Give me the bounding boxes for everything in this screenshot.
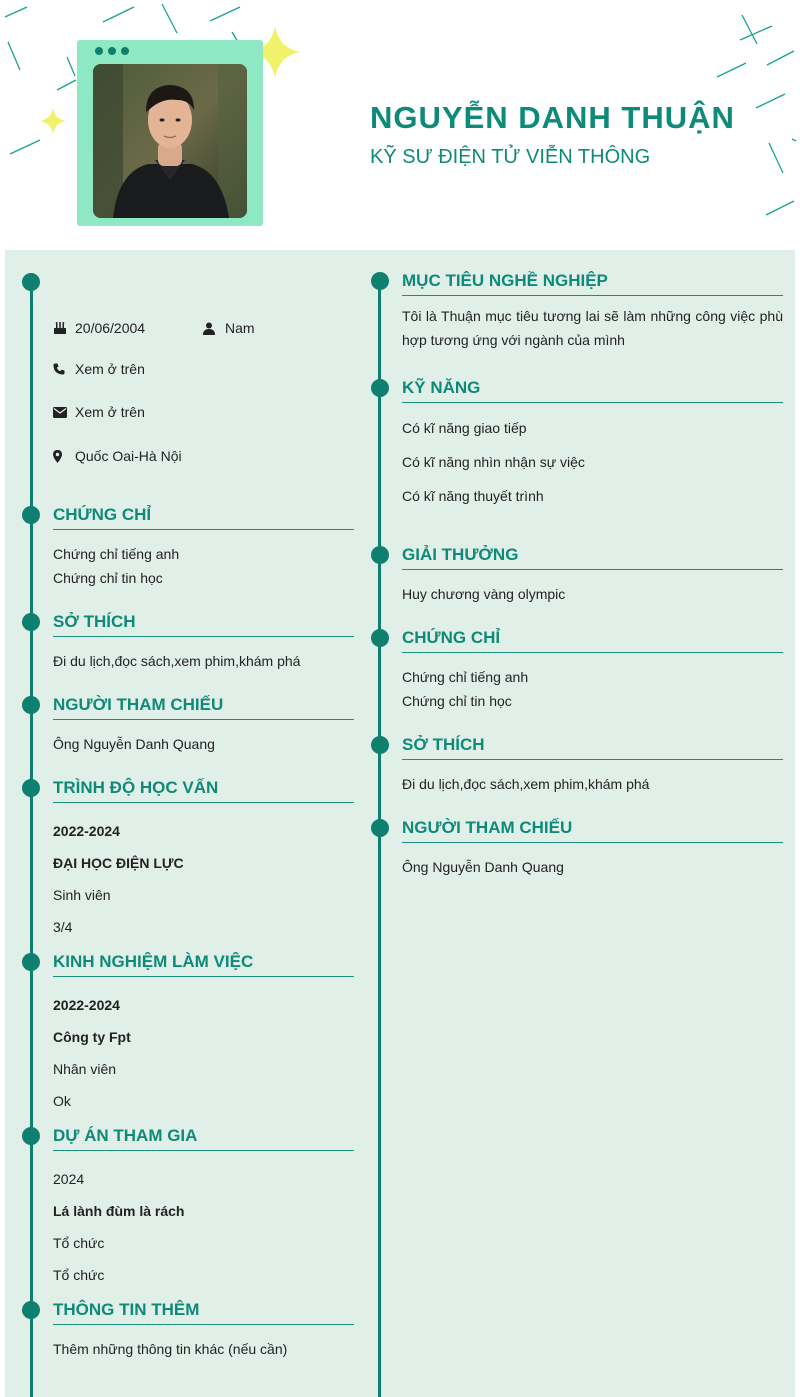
gender-row [203,320,255,336]
email-row [53,404,145,420]
timeline-dot [371,819,389,837]
skill-item: Có kĩ năng nhìn nhận sự việc [402,454,585,470]
additional-text: Thêm những thông tin khác (nếu cần) [53,1341,288,1357]
education-school: ĐẠI HỌC ĐIỆN LỰC [53,855,184,871]
project-year: 2024 [53,1171,85,1187]
award-text: Huy chương vàng olympic [402,586,566,602]
reference-text: Ông Nguyễn Danh Quang [402,859,564,875]
email-value: Xem ở trên [75,404,145,420]
birthday-cake-icon [53,321,75,335]
timeline-dot [22,506,40,524]
project-role: Tổ chức [53,1235,105,1251]
left-timeline [30,275,33,1397]
certificate-item: Chứng chỉ tin học [53,570,163,586]
section-title: DỰ ÁN THAM GIA [53,1126,354,1151]
awards-section [402,545,783,606]
right-references-section [402,818,783,879]
hobbies-text: Đi du lịch,đọc sách,xem phim,khám phá [53,653,301,669]
phone-row [53,361,145,377]
section-title: KỸ NĂNG [402,378,783,403]
section-title: SỞ THÍCH [53,612,354,637]
left-certificates-section [53,505,354,590]
phone-icon [53,363,75,375]
section-title: CHỨNG CHỈ [402,628,783,653]
certificate-item: Chứng chỉ tin học [402,693,512,709]
cv-header [0,0,800,250]
skills-section [402,378,783,513]
experience-section [53,952,354,1117]
birthday-value: 20/06/2004 [75,320,146,336]
experience-company: Công ty Fpt [53,1029,131,1045]
additional-info-section [53,1300,354,1361]
window-dots [95,47,129,55]
phone-value: Xem ở trên [75,361,145,377]
projects-section [53,1126,354,1291]
experience-description: Ok [53,1093,71,1109]
job-title: KỸ SƯ ĐIỆN TỬ VIỄN THÔNG [370,146,651,168]
cv-body [5,250,795,1397]
certificate-item: Chứng chỉ tiếng anh [53,546,180,562]
timeline-dot [22,779,40,797]
timeline-dot [22,1301,40,1319]
timeline-dot [22,953,40,971]
timeline-dot [371,629,389,647]
project-description: Tổ chức [53,1267,105,1283]
map-pin-icon [53,450,75,463]
right-certificates-section [402,628,783,713]
timeline-dot [371,272,389,290]
section-title: CHỨNG CHỈ [53,505,354,530]
timeline-dot [22,696,40,714]
section-title: NGƯỜI THAM CHIẾU [53,695,354,720]
section-title: GIẢI THƯỞNG [402,545,783,570]
envelope-icon [53,407,75,418]
timeline-dot [22,613,40,631]
section-title: NGƯỜI THAM CHIẾU [402,818,783,843]
timeline-dot [371,379,389,397]
education-section [53,778,354,943]
section-title: MỤC TIÊU NGHỀ NGHIỆP [402,271,783,296]
timeline-dot [22,273,40,291]
education-major: Sinh viên [53,887,111,903]
objective-section [402,271,783,352]
project-name: Lá lành đùm là rách [53,1203,185,1219]
certificate-item: Chứng chỉ tiếng anh [402,669,529,685]
address-row [53,448,182,464]
education-period: 2022-2024 [53,823,120,839]
birthday-row [53,320,145,336]
address-value: Quốc Oai-Hà Nội [75,448,182,464]
section-title: TRÌNH ĐỘ HỌC VẤN [53,778,354,803]
left-hobbies-section [53,612,354,673]
reference-text: Ông Nguyễn Danh Quang [53,736,215,752]
avatar [93,64,247,218]
left-references-section [53,695,354,756]
timeline-dot [371,546,389,564]
education-grade: 3/4 [53,919,73,935]
objective-text: Tôi là Thuận mục tiêu tương lai sẽ làm những công việc phù hợp tương ứng với ngành của mình [402,308,783,348]
section-title: SỞ THÍCH [402,735,783,760]
right-hobbies-section [402,735,783,796]
experience-position: Nhân viên [53,1061,117,1077]
gender-value: Nam [225,320,255,336]
skill-item: Có kĩ năng giao tiếp [402,420,527,436]
section-title: KINH NGHIỆM LÀM VIỆC [53,952,354,977]
experience-period: 2022-2024 [53,997,120,1013]
avatar-frame [77,40,263,226]
timeline-dot [371,736,389,754]
section-title: THÔNG TIN THÊM [53,1300,354,1325]
hobbies-text: Đi du lịch,đọc sách,xem phim,khám phá [402,776,650,792]
candidate-name: NGUYỄN DANH THUẬN [370,100,735,135]
user-icon [203,322,225,335]
timeline-dot [22,1127,40,1145]
skill-item: Có kĩ năng thuyết trình [402,488,544,504]
